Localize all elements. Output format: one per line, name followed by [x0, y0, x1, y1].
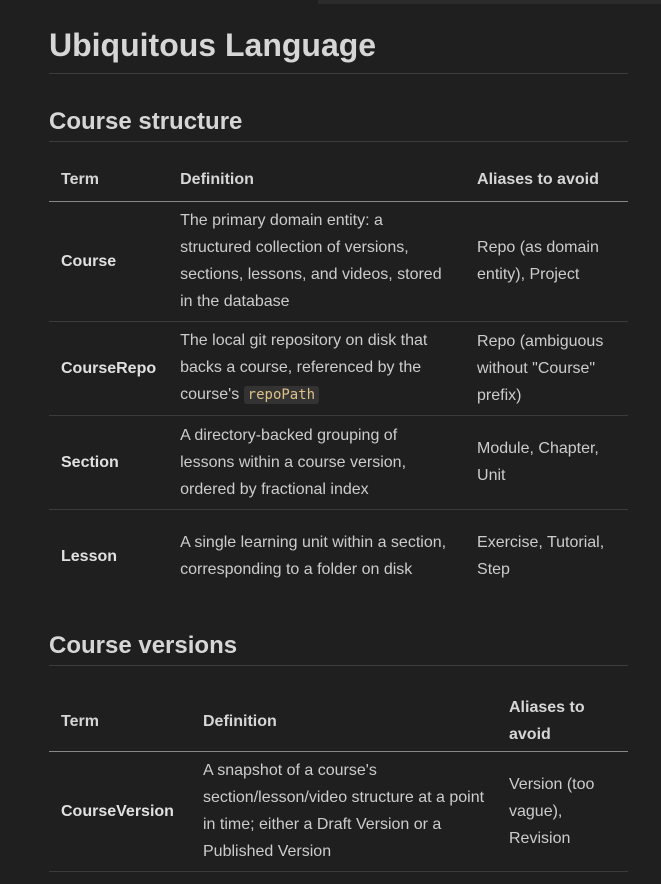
document-content	[49, 0, 628, 872]
aliases-cell: Version (too vague), Revision	[509, 775, 595, 847]
inline-code: repoPath	[244, 386, 319, 404]
section-heading-course-structure: Course structure	[49, 107, 628, 142]
column-header-aliases: Aliases to avoid	[465, 159, 628, 201]
column-header-term: Term	[49, 159, 168, 201]
term-cell: CourseRepo	[61, 359, 157, 377]
column-header-definition: Definition	[191, 692, 497, 751]
table-header-row	[49, 692, 628, 751]
course-structure-table	[49, 159, 628, 603]
term-cell: Section	[61, 453, 119, 471]
table-row	[49, 321, 628, 415]
term-cell: Lesson	[61, 547, 118, 565]
column-header-term: Term	[49, 692, 191, 751]
term-cell: CourseVersion	[61, 802, 174, 820]
aliases-cell: Module, Chapter, Unit	[477, 440, 599, 484]
course-versions-table	[49, 692, 628, 872]
table-row	[49, 201, 628, 321]
definition-cell: A directory-backed grouping of lessons within a course version, ordered by fractional index	[180, 426, 407, 498]
definition-cell: The primary domain entity: a structured collection of versions, sections, lessons, and videos, stored in the database	[180, 212, 442, 310]
table-row	[49, 415, 628, 509]
term-cell: Course	[61, 252, 117, 270]
section-heading-course-versions: Course versions	[49, 631, 628, 666]
definition-cell: A snapshot of a course's section/lesson/video structure at a point in time; either a Draft Version or a Published Version	[203, 762, 485, 860]
definition-cell: A single learning unit within a section, corresponding to a folder on disk	[180, 534, 447, 579]
aliases-cell: Exercise, Tutorial, Step	[477, 534, 605, 579]
page-title: Ubiquitous Language	[49, 0, 628, 74]
table-header-row	[49, 159, 628, 201]
aliases-cell: Repo (ambiguous without "Course" prefix)	[477, 332, 604, 404]
aliases-cell: Repo (as domain entity), Project	[477, 239, 599, 283]
table-row	[49, 509, 628, 603]
definition-text: The local git repository on disk that backs a course, referenced by the course's	[180, 332, 428, 403]
column-header-definition: Definition	[168, 159, 465, 201]
definition-cell	[168, 321, 465, 415]
table-row	[49, 751, 628, 871]
column-header-aliases: Aliases to avoid	[497, 692, 628, 751]
